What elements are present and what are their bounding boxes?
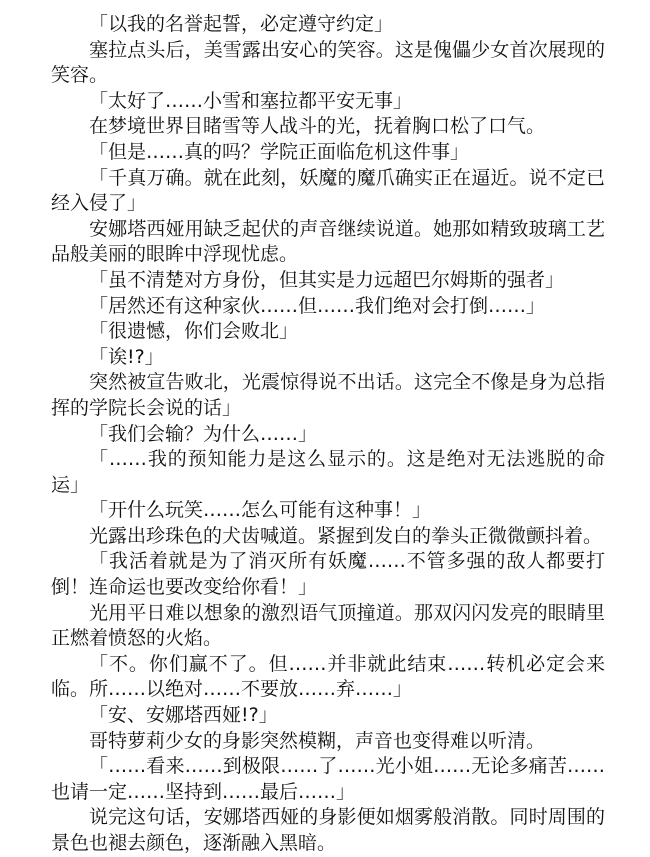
paragraph-16: 光露出珍珠色的犬齿喊道。紧握到发白的拳头正微微颤抖着。	[89, 524, 603, 547]
paragraph-4: 在梦境世界目睹雪等人战斗的光，抚着胸口松了口气。	[89, 115, 546, 138]
paragraph-9: 「居然还有这种家伙……但……我们绝对会打倒……」	[89, 294, 546, 317]
paragraph-22: 「……看来……到极限……了……光小姐……无论多痛苦……也请一定……坚持到……最后……」	[51, 755, 605, 803]
paragraph-11: 「诶!?」	[89, 345, 164, 368]
paragraph-6: 「千真万确。就在此刻，妖魔的魔爪确实正在逼近。说不定已经入侵了」	[51, 166, 605, 215]
paragraph-20: 「安、安娜塔西娅!?」	[89, 704, 278, 727]
paragraph-18: 光用平日难以想象的激烈语气顶撞道。那双闪闪发亮的眼睛里正燃着愤怒的火焰。	[51, 601, 605, 650]
paragraph-14: 「……我的预知能力是这么显示的。这是绝对无法逃脱的命运」	[51, 448, 605, 496]
paragraph-5: 「但是……真的吗？学院正面临危机这件事」	[89, 140, 470, 163]
paragraph-13: 「我们会输？为什么……」	[89, 422, 318, 445]
paragraph-19: 「不。你们赢不了。但……并非就此结束……转机必定会来临。所……以绝对……不要放……弃……」	[51, 652, 605, 701]
paragraph-23: 说完这句话，安娜塔西娅的身影便如烟雾般消散。同时周围的景色也褪去颜色，逐渐融入黑暗。	[51, 806, 605, 854]
paragraph-2: 塞拉点头后，美雪露出安心的笑容。这是傀儡少女首次展现的笑容。	[51, 38, 605, 87]
page-text	[51, 12, 605, 857]
paragraph-1: 「以我的名誉起誓，必定遵守约定」	[89, 13, 394, 35]
paragraph-21: 哥特萝莉少女的身影突然模糊，声音也变得难以听清。	[89, 729, 546, 752]
paragraph-3: 「太好了……小雪和塞拉都平安无事」	[89, 89, 413, 112]
paragraph-12: 突然被宣告败北，光震惊得说不出话。这完全不像是身为总指挥的学院长会说的话」	[51, 371, 605, 419]
paragraph-8: 「虽不清楚对方身份，但其实是力远超巴尔姆斯的强者」	[89, 268, 565, 291]
paragraph-7: 安娜塔西娅用缺乏起伏的声音继续说道。她那如精致玻璃工艺品般美丽的眼眸中浮现忧虑。	[51, 217, 605, 266]
paragraph-17: 「我活着就是为了消灭所有妖魔……不管多强的敌人都要打倒！连命运也要改变给你看！」	[51, 550, 605, 599]
paragraph-10: 「很遗憾，你们会败北」	[89, 320, 299, 343]
paragraph-15: 「开什么玩笑……怎么可能有这种事！」	[89, 499, 432, 522]
